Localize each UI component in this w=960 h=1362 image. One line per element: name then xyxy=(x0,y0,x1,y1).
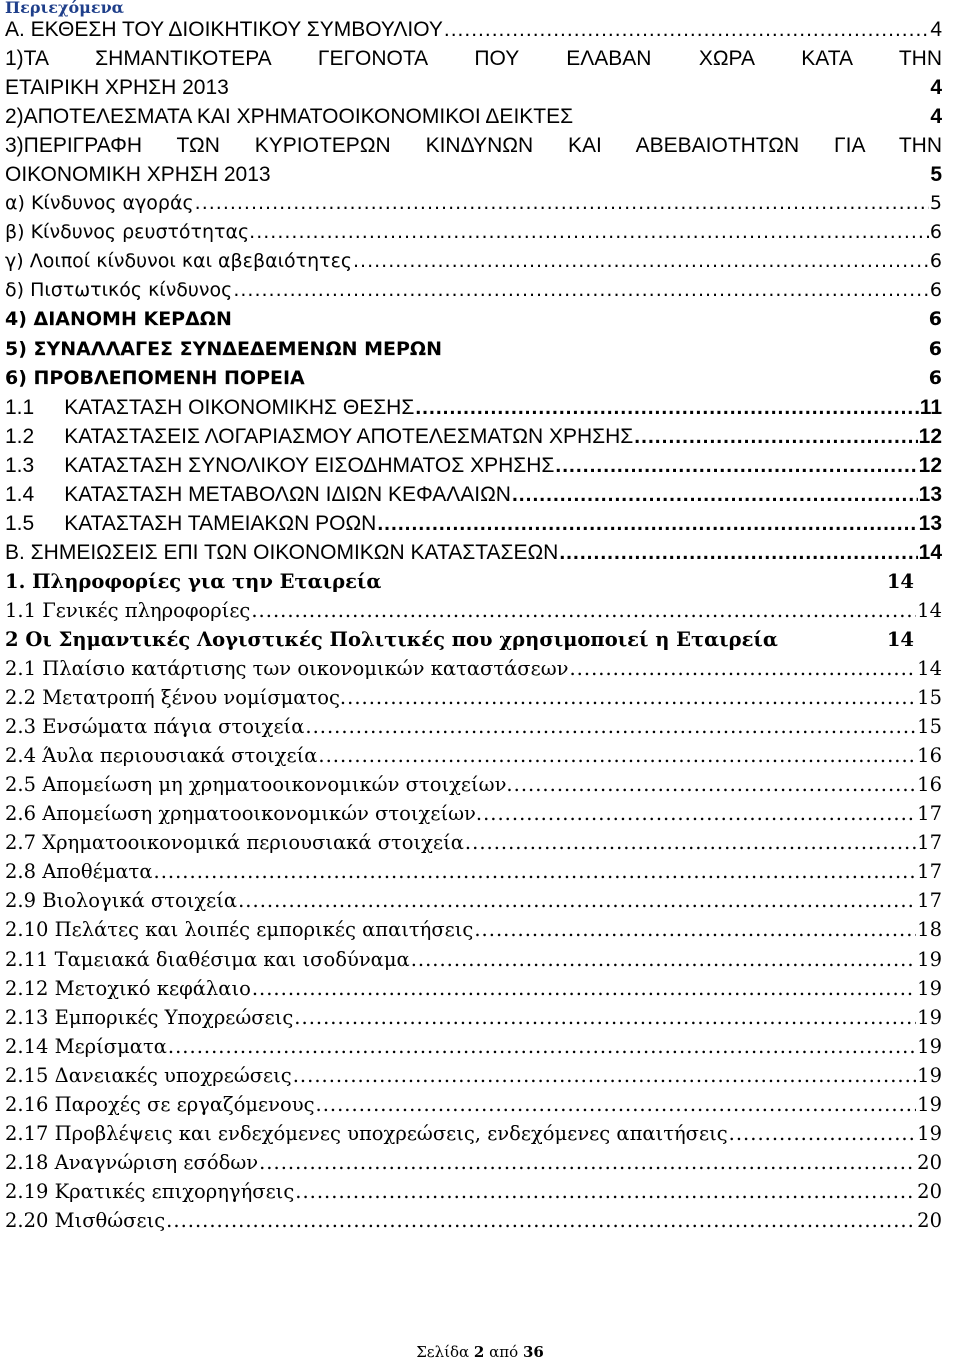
toc-leader-dots xyxy=(252,977,916,1000)
toc-entry[interactable] xyxy=(5,773,942,802)
toc-entry-text: 2.14 Μερίσματα xyxy=(5,1034,167,1058)
toc-entry-text: ΚΑΤΑΣΤΑΣΕΙΣ ΛΟΓΑΡΙΑΣΜΟΥ ΑΠΟΤΕΛΕΣΜΑΤΩΝ ΧΡΗΣΗΣ xyxy=(64,424,634,448)
toc-leader-dots xyxy=(256,221,929,243)
toc-entry[interactable] xyxy=(5,744,942,773)
toc-entry-text: ΟΙΚΟΝΟΜΙΚΗ ΧΡΗΣΗ 2013 xyxy=(5,163,271,187)
toc-entry-text: γ) Λοιποί κίνδυνοι και αβεβαιότητες xyxy=(5,250,353,273)
toc-page-number: 11 xyxy=(919,395,942,419)
toc-leader-dots xyxy=(729,1122,917,1145)
toc-entry-number: 1.5 xyxy=(5,511,35,535)
toc-entry-text: 2.13 Εμπορικές Υποχρεώσεις xyxy=(5,1005,294,1029)
toc-entry[interactable] xyxy=(5,918,942,947)
toc-entry[interactable] xyxy=(5,860,942,889)
toc-entry-title xyxy=(5,1151,258,1174)
toc-entry-title xyxy=(5,1209,165,1232)
toc-entry-title xyxy=(5,279,232,301)
toc-entry-title xyxy=(5,1064,292,1087)
toc-entry-title xyxy=(5,1006,293,1029)
toc-entry[interactable] xyxy=(5,541,942,570)
toc-entry[interactable] xyxy=(5,76,942,105)
toc-entry[interactable] xyxy=(5,1093,942,1122)
toc-leader-dots xyxy=(168,1035,916,1058)
toc-entry-title xyxy=(5,773,513,796)
toc-entry-title xyxy=(5,802,482,825)
toc-entry[interactable] xyxy=(5,1122,942,1151)
toc-entry-title xyxy=(5,657,568,680)
toc-entry-title xyxy=(5,134,942,158)
toc-entry-title xyxy=(5,744,317,767)
toc-entry-title xyxy=(5,977,251,1000)
toc-entry-title xyxy=(5,1122,728,1145)
toc-entry-title xyxy=(5,483,511,507)
toc-entry-title xyxy=(5,686,346,709)
toc-leader-dots xyxy=(294,1006,916,1029)
toc-entry-text: 2.16 Παροχές σε εργαζόμενους xyxy=(5,1092,315,1116)
toc-entry[interactable] xyxy=(5,134,942,163)
toc-entry[interactable] xyxy=(5,570,942,599)
toc-entry-text: 2.12 Μετοχικό κεφάλαιο xyxy=(5,976,251,1000)
toc-entry-title xyxy=(5,512,376,536)
toc-entry[interactable] xyxy=(5,454,942,483)
toc-leader-dots xyxy=(377,512,917,536)
toc-entry-title xyxy=(5,338,442,360)
toc-entry-title xyxy=(5,889,237,912)
toc-page-number: 17 xyxy=(917,860,942,884)
toc-page-number: 6 xyxy=(929,250,942,273)
toc-entry-title xyxy=(5,860,153,883)
toc-entry[interactable] xyxy=(5,425,942,454)
toc-entry[interactable] xyxy=(5,1180,942,1209)
toc-entry-number: 1.2 xyxy=(5,424,35,448)
toc-page-number: 19 xyxy=(917,1034,942,1058)
toc-entry[interactable] xyxy=(5,47,942,76)
toc-leader-dots xyxy=(483,802,916,825)
toc-entry-title xyxy=(5,454,554,478)
toc-page-number: 19 xyxy=(917,976,942,1000)
toc-leader-dots xyxy=(166,1209,916,1232)
toc-entry-text: 2.10 Πελάτες και λοιπές εμπορικές απαιτήσεις xyxy=(5,918,474,942)
toc-page-number: 19 xyxy=(917,1063,942,1087)
toc-page-number: 14 xyxy=(886,569,914,593)
toc-entry[interactable] xyxy=(5,802,942,831)
toc-entry[interactable] xyxy=(5,715,942,744)
toc-leader-dots xyxy=(559,541,917,565)
footer-middle: από xyxy=(489,1343,519,1361)
toc-entry-text: α) Κίνδυνος αγοράς xyxy=(5,192,194,215)
toc-heading: Περιεχόμενα xyxy=(5,0,124,17)
toc-leader-dots xyxy=(233,279,929,301)
toc-page-number: 4 xyxy=(930,18,942,41)
toc-entry-text: 2 Οι Σημαντικές Λογιστικές Πολιτικές που χρησιμοποιεί η Εταιρεία xyxy=(5,627,778,651)
toc-entry-title xyxy=(5,18,443,42)
table-of-contents xyxy=(5,18,942,1238)
toc-entry-text: δ) Πιστωτικός κίνδυνος xyxy=(5,279,233,302)
toc-entry-title xyxy=(5,396,414,420)
toc-entry-title xyxy=(5,948,410,971)
toc-entry-number: 1.3 xyxy=(5,453,35,477)
toc-entry-title xyxy=(5,1093,315,1116)
toc-entry-text: 2.7 Χρηματοοικονομικά περιουσιακά στοιχεία xyxy=(5,831,464,855)
toc-entry-number: 1.4 xyxy=(5,482,35,506)
toc-leader-dots xyxy=(305,715,916,738)
toc-entry-title xyxy=(5,715,304,738)
toc-entry[interactable] xyxy=(5,163,942,192)
toc-page-number: 15 xyxy=(917,715,942,739)
toc-entry[interactable] xyxy=(5,18,942,47)
toc-page-number: 15 xyxy=(917,686,942,710)
toc-page-number: 17 xyxy=(917,889,942,913)
toc-page-number: 19 xyxy=(917,1092,942,1116)
toc-leader-dots xyxy=(514,773,917,796)
toc-entry[interactable] xyxy=(5,1209,942,1238)
toc-leader-dots xyxy=(555,454,917,478)
toc-page-number: 17 xyxy=(917,802,942,826)
toc-entry-title xyxy=(5,541,558,565)
toc-entry-title xyxy=(5,76,229,100)
toc-page-number: 13 xyxy=(918,482,942,506)
toc-leader-dots xyxy=(347,686,916,709)
toc-page-number: 19 xyxy=(917,1005,942,1029)
toc-entry[interactable] xyxy=(5,367,942,396)
toc-entry-text: 2.9 Βιολογικά στοιχεία xyxy=(5,889,238,913)
toc-page-number: 4 xyxy=(930,105,942,129)
toc-entry[interactable] xyxy=(5,221,942,250)
toc-entry-title xyxy=(5,308,232,330)
toc-entry-text: 2.4 Άυλα περιουσιακά στοιχεία xyxy=(5,744,318,768)
page-footer xyxy=(0,1342,960,1362)
toc-entry-text: 2.20 Μισθώσεις xyxy=(5,1208,166,1232)
toc-entry-title xyxy=(5,250,352,272)
toc-entry-text: β) Κίνδυνος ρευστότητας. xyxy=(5,221,256,244)
toc-page-number: 6 xyxy=(929,279,942,302)
toc-leader-dots xyxy=(634,425,917,449)
toc-entry-title xyxy=(5,425,633,449)
toc-entry-text: 2.15 Δανειακές υποχρεώσεις xyxy=(5,1063,292,1087)
toc-entry[interactable] xyxy=(5,1151,942,1180)
toc-page-number: 20 xyxy=(917,1150,942,1174)
toc-entry-text: 2.18 Αναγνώριση εσόδων xyxy=(5,1150,259,1174)
toc-entry[interactable] xyxy=(5,889,942,918)
toc-page-number: 4 xyxy=(930,76,942,100)
toc-page-number: 19 xyxy=(917,947,942,971)
toc-entry-text: 4) ΔΙΑΝΟΜΗ ΚΕΡΔΩΝ xyxy=(5,308,232,331)
toc-leader-dots xyxy=(465,831,916,854)
toc-page-number: 13 xyxy=(918,511,942,535)
toc-page-number: 6 xyxy=(928,366,942,389)
toc-leader-dots xyxy=(512,483,918,507)
toc-entry[interactable] xyxy=(5,1035,942,1064)
toc-entry-text: 2.1 Πλαίσιο κατάρτισης των οικονομικών καταστάσεων xyxy=(5,657,569,681)
toc-page-number: 18 xyxy=(917,918,942,942)
toc-entry[interactable] xyxy=(5,1064,942,1093)
toc-entry[interactable] xyxy=(5,308,942,337)
toc-entry-text: 2.8 Αποθέματα xyxy=(5,860,153,884)
toc-leader-dots xyxy=(316,1093,917,1116)
toc-page-number: 12 xyxy=(918,424,942,448)
toc-entry-title xyxy=(5,918,473,941)
toc-entry-number: 1.1 xyxy=(5,395,35,419)
toc-entry-text: ΚΑΤΑΣΤΑΣΗ ΤΑΜΕΙΑΚΩΝ ΡΟΩΝ xyxy=(64,511,377,535)
toc-entry-text: 2.17 Προβλέψεις και ενδεχόμενες υποχρεώσεις, ενδεχόμενες απαιτήσεις xyxy=(5,1121,728,1145)
toc-entry[interactable] xyxy=(5,250,942,279)
toc-page-number: 12 xyxy=(918,453,942,477)
toc-entry[interactable] xyxy=(5,396,942,425)
toc-leader-dots xyxy=(293,1064,916,1087)
toc-entry[interactable] xyxy=(5,948,942,977)
toc-leader-dots xyxy=(238,889,916,912)
toc-page-number: 14 xyxy=(917,598,942,622)
toc-entry-title xyxy=(5,367,305,389)
toc-entry[interactable] xyxy=(5,483,942,512)
toc-entry-title xyxy=(5,628,778,651)
toc-page-number: 16 xyxy=(917,773,942,797)
toc-leader-dots xyxy=(259,1151,916,1174)
toc-leader-dots xyxy=(415,396,918,420)
toc-entry-text: Α. ΕΚΘΕΣΗ ΤΟΥ ΔΙΟΙΚΗΤΙΚΟΥ ΣΥΜΒΟΥΛΙΟΥ xyxy=(5,18,443,41)
toc-entry-text: ΚΑΤΑΣΤΑΣΗ ΜΕΤΑΒΟΛΩΝ ΙΔΙΩΝ ΚΕΦΑΛΑΙΩΝ xyxy=(64,482,511,506)
toc-page-number: 6 xyxy=(928,308,942,331)
toc-entry-text: 1. Πληροφορίες για την Εταιρεία xyxy=(5,569,382,593)
toc-page-number: 6 xyxy=(929,221,942,244)
toc-entry-text: ΚΑΤΑΣΤΑΣΗ ΟΙΚΟΝΟΜΙΚΗΣ ΘΕΣΗΣ xyxy=(64,395,415,419)
toc-entry-text: 2.5 Απομείωση μη χρηματοοικονομικών στοιχείων. xyxy=(5,773,513,797)
toc-entry-text: 1)ΤΑ ΣΗΜΑΝΤΙΚΟΤΕΡΑ ΓΕΓΟΝΟΤΑ ΠΟΥ ΕΛΑΒΑΝ ΧΩΡΑ ΚΑΤΑ ΤΗΝ xyxy=(5,47,942,71)
footer-total-pages: 36 xyxy=(522,1343,544,1361)
toc-leader-dots xyxy=(474,918,916,941)
toc-entry[interactable] xyxy=(5,192,942,221)
toc-entry[interactable] xyxy=(5,977,942,1006)
toc-entry-title xyxy=(5,570,381,593)
toc-entry-title xyxy=(5,163,271,187)
toc-page-number: 5 xyxy=(930,163,942,187)
toc-leader-dots xyxy=(411,948,916,971)
toc-entry-text: 2.19 Κρατικές επιχορηγήσεις xyxy=(5,1179,295,1203)
toc-entry-title xyxy=(5,599,250,622)
toc-leader-dots xyxy=(251,599,916,622)
toc-entry-title xyxy=(5,192,194,214)
toc-entry-text: 2.3 Ενσώματα πάγια στοιχεία xyxy=(5,715,305,739)
toc-page-number: 14 xyxy=(917,657,942,681)
toc-entry-text: 5) ΣΥΝΑΛΛΑΓΕΣ ΣΥΝΔΕΔΕΜΕΝΩΝ ΜΕΡΩΝ xyxy=(5,337,442,360)
toc-leader-dots xyxy=(195,192,929,214)
footer-current-page: 2 xyxy=(473,1343,485,1361)
toc-entry[interactable] xyxy=(5,338,942,367)
toc-entry-text: ΕΤΑΙΡΙΚΗ ΧΡΗΣΗ 2013 xyxy=(5,76,229,100)
toc-page-number: 16 xyxy=(917,744,942,768)
toc-entry-text: 3)ΠΕΡΙΓΡΑΦΗ ΤΩΝ ΚΥΡΙΟΤΕΡΩΝ ΚΙΝΔΥΝΩΝ ΚΑΙ ΑΒΕΒΑΙΟΤΗΤΩΝ ΓΙΑ ΤΗΝ xyxy=(5,134,942,158)
toc-entry[interactable] xyxy=(5,628,942,657)
toc-leader-dots xyxy=(154,860,917,883)
toc-page-number: 17 xyxy=(917,831,942,855)
toc-page-number: 20 xyxy=(917,1179,942,1203)
toc-page-number: 6 xyxy=(928,337,942,360)
toc-entry-text: ΚΑΤΑΣΤΑΣΗ ΣΥΝΟΛΙΚΟΥ ΕΙΣΟΔΗΜΑΤΟΣ ΧΡΗΣΗΣ xyxy=(64,453,555,477)
toc-entry-text: 2)ΑΠΟΤΕΛΕΣΜΑΤΑ ΚΑΙ ΧΡΗΜΑΤΟΟΙΚΟΝΟΜΙΚΟΙ ΔΕΙΚΤΕΣ xyxy=(5,105,574,129)
toc-entry-title xyxy=(5,831,464,854)
toc-leader-dots xyxy=(295,1180,916,1203)
toc-entry-title xyxy=(5,1180,294,1203)
toc-leader-dots xyxy=(569,657,916,680)
toc-entry[interactable] xyxy=(5,657,942,686)
toc-entry[interactable] xyxy=(5,686,942,715)
toc-entry[interactable] xyxy=(5,831,942,860)
toc-leader-dots xyxy=(444,18,929,42)
toc-entry[interactable] xyxy=(5,599,942,628)
toc-page-number: 19 xyxy=(917,1121,942,1145)
toc-entry-text: 2.11 Ταμειακά διαθέσιμα και ισοδύναμα xyxy=(5,947,410,971)
toc-entry-title xyxy=(5,1035,167,1058)
toc-entry-text: 6) ΠΡΟΒΛΕΠΟΜΕΝΗ ΠΟΡΕΙΑ xyxy=(5,366,305,389)
toc-entry-title xyxy=(5,47,942,71)
toc-entry-text: 1.1 Γενικές πληροφορίες xyxy=(5,598,251,622)
toc-entry[interactable] xyxy=(5,279,942,308)
toc-entry-text: 2.2 Μετατροπή ξένου νομίσματος. xyxy=(5,686,347,710)
toc-entry[interactable] xyxy=(5,512,942,541)
toc-entry-text: Β. ΣΗΜΕΙΩΣΕΙΣ ΕΠΙ ΤΩΝ ΟΙΚΟΝΟΜΙΚΩΝ ΚΑΤΑΣΤΑΣΕΩΝ xyxy=(5,540,559,564)
toc-page-number: 14 xyxy=(918,540,942,564)
toc-entry[interactable] xyxy=(5,105,942,134)
toc-leader-dots xyxy=(318,744,916,767)
toc-page-number: 14 xyxy=(886,627,914,651)
toc-entry-title xyxy=(5,105,573,129)
toc-page-number: 20 xyxy=(917,1208,942,1232)
footer-prefix: Σελίδα xyxy=(416,1343,470,1361)
toc-entry[interactable] xyxy=(5,1006,942,1035)
toc-entry-text: 2.6 Απομείωση χρηματοοικονομικών στοιχείων. xyxy=(5,802,483,826)
toc-page-number: 5 xyxy=(929,192,942,215)
toc-entry-title xyxy=(5,221,255,243)
toc-leader-dots xyxy=(353,250,929,272)
